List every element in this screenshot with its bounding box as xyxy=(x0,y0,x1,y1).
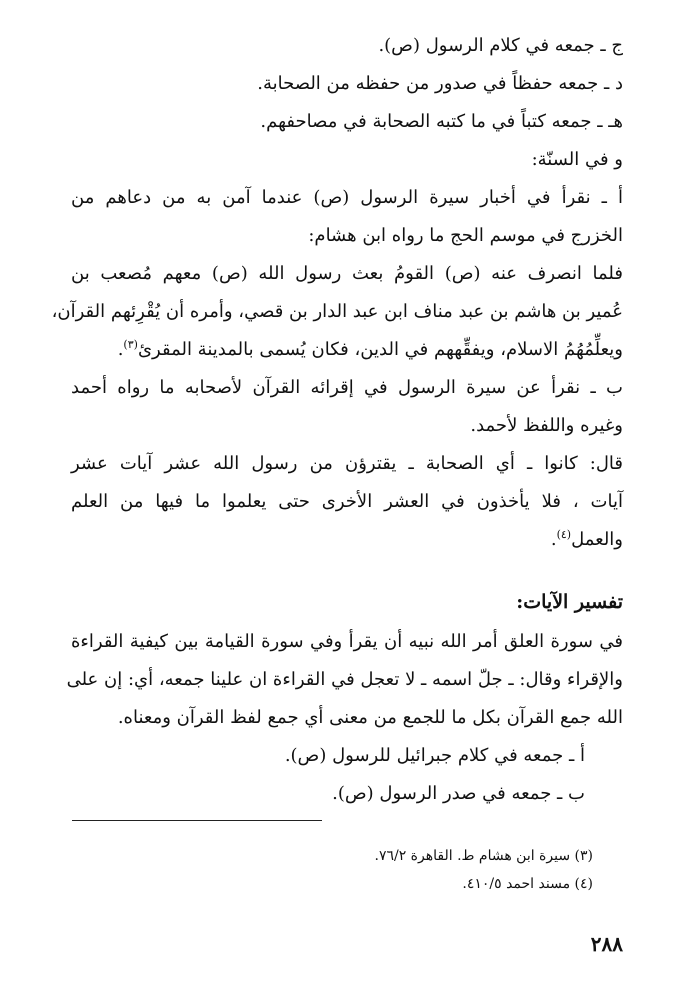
text-line-ba-start: ب ـ نقرأ عن سيرة الرسول في إقرائه القرآن لأصحابه ما رواه أحمد xyxy=(71,377,623,398)
line-end-dot: . xyxy=(117,339,124,360)
text-line-umair: عُمير بن هاشم بن عبد مناف ابن عبد الدار بن قصي، وأمره أن يُقْرِئهم القرآن، xyxy=(51,301,623,322)
text-line-islam xyxy=(71,338,623,362)
footnote-ref-4: (٤) xyxy=(556,528,572,541)
text-line-dal: د ـ جمعه حفظاً في صدور من حفظه من الصحابة. xyxy=(257,73,623,94)
text-line-jeem: ج ـ جمعه في كلام الرسول (ص). xyxy=(378,35,623,56)
text-line-alif-start: أ ـ نقرأ في أخبار سيرة الرسول (ص) عندما آمن به من دعاهم من xyxy=(71,187,623,208)
text-line-qala: قال: كانوا ـ أي الصحابة ـ يقترؤن من رسول الله عشر آيات عشر xyxy=(71,453,623,474)
section-heading: تفسير الآيات: xyxy=(516,591,623,613)
text-line-quote-start: فلما انصرف عنه (ص) القومُ بعث رسول الله (ص) معهم مُصعب بن xyxy=(71,263,623,284)
text-line-islam-text: ويعلِّمُهُمُ الاسلام، ويفقِّههم في الدين، فكان يُسمى بالمدينة المقرئ xyxy=(137,339,623,360)
text-line-jibril: أ ـ جمعه في كلام جبرائيل للرسول (ص). xyxy=(284,745,585,766)
text-line-jam: الله جمع القرآن بكل ما للجمع من معنى أي جمع لفظ القرآن ومعناه. xyxy=(117,707,623,728)
footnote-ref-3: (٣) xyxy=(123,338,138,351)
text-line-ha: هـ ـ جمعه كتباً في ما كتبه الصحابة في مصاحفهم. xyxy=(260,111,623,132)
footnote-divider xyxy=(72,820,322,821)
text-line-sunnah: و في السنّة: xyxy=(531,149,623,170)
text-line-amal xyxy=(71,528,623,552)
footnote-4: (٤) مسند احمد ٤١٠/٥. xyxy=(462,876,593,892)
text-line-khazraj: الخزرج في موسم الحج ما رواه ابن هشام: xyxy=(308,225,623,246)
text-line-amal-text: والعمل xyxy=(571,529,623,550)
text-line-ayat: آيات ، فلا يأخذون في العشر الأخرى حتى يعلموا ما فيها من العلم xyxy=(71,491,623,512)
text-line-ahmad: وغيره واللفظ لأحمد. xyxy=(470,415,623,436)
text-line-iqra: والإقراء وقال: ـ جلّ اسمه ـ لا تعجل في القراءة ان علينا جمعه، أي: إن على xyxy=(66,669,623,690)
text-line-sadr: ب ـ جمعه في صدر الرسول (ص). xyxy=(332,783,585,804)
line-end-dot: . xyxy=(550,529,557,550)
page-number: ٢٨٨ xyxy=(590,932,623,956)
footnote-3: (٣) سيرة ابن هشام ط. القاهرة ٧٦/٢. xyxy=(374,848,593,864)
text-line-alaq: في سورة العلق أمر الله نبيه أن يقرأ وفي سورة القيامة بين كيفية القراءة xyxy=(71,631,623,652)
